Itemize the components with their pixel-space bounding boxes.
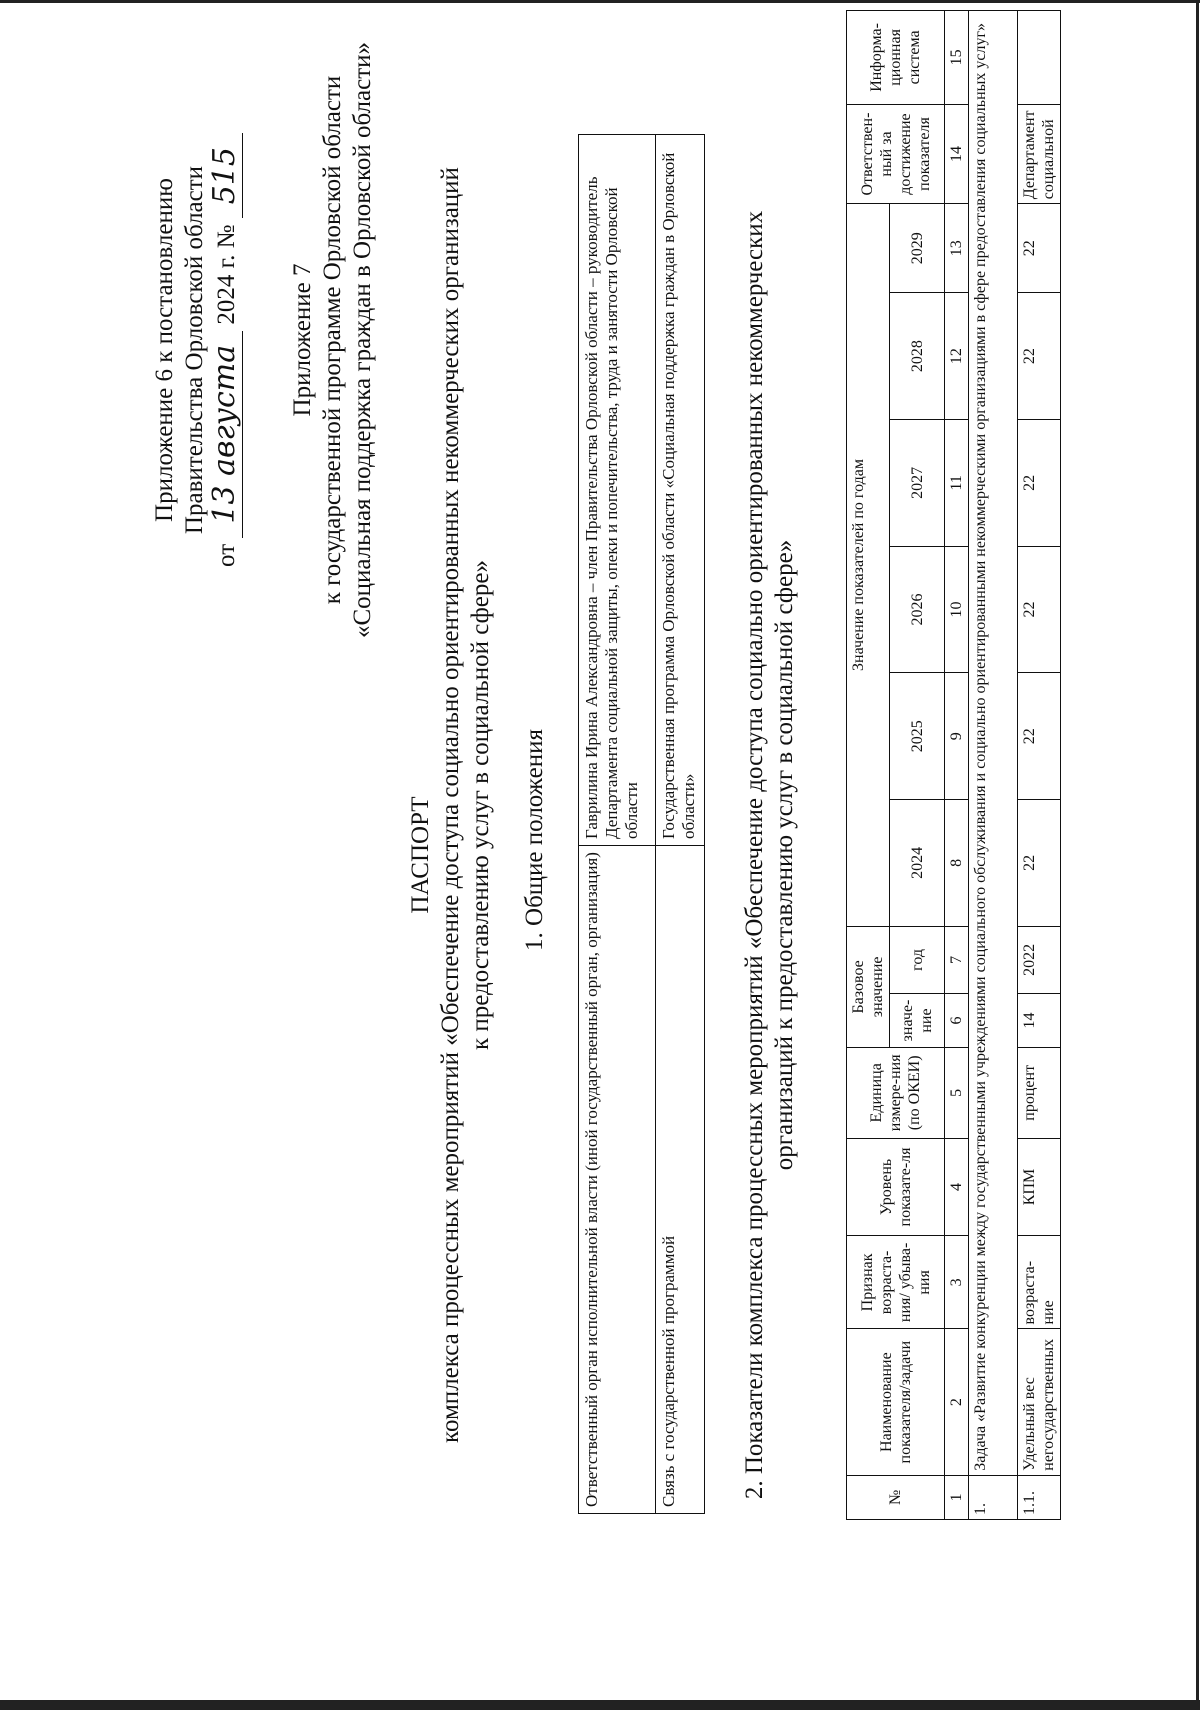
header-year-2027: 2027: [890, 420, 945, 547]
colnum: 4: [945, 1138, 969, 1236]
colnum: 11: [945, 420, 969, 547]
section2-heading-2: организаций к предоставлению услуг в социальной сфере»: [771, 539, 798, 1171]
scan-edge-top: [0, 0, 1200, 3]
header-from: от: [213, 543, 240, 567]
colnum: 3: [945, 1236, 969, 1329]
header-sign: Признак возраста-ния/ убыва-ния: [847, 1236, 945, 1329]
appendix-header: [288, 10, 378, 670]
decree-header: [150, 90, 242, 610]
passport-title-block: [406, 0, 496, 1710]
colnum: 5: [945, 1048, 969, 1139]
general-info-table: [578, 134, 705, 1514]
colnum: 1: [945, 1475, 969, 1519]
handwritten-date: 13 августа: [207, 331, 243, 538]
program-link-value: Государственная программа Орловской области «Социальная поддержка граждан в Орловской области»: [656, 135, 705, 846]
colnum: 15: [945, 11, 969, 105]
responsible-label: Ответственный орган исполнительной власти (иной государственный орган, организация): [579, 846, 656, 1514]
scan-edge-bottom: [0, 1700, 1200, 1710]
header-line3: [207, 90, 242, 610]
row-name: Удельный вес негосударственных: [1018, 1329, 1061, 1475]
colnum: 9: [945, 673, 969, 800]
appendix-line3: «Социальная поддержка граждан в Орловской области»: [349, 41, 376, 639]
header-year: 2024 г. №: [213, 224, 240, 325]
task-text: Задача «Развитие конкуренции между государственными учреждениями социального обслуживания и социально ориентированными некоммерческими организациями в сфере предоставления социальных услуг»: [969, 11, 1018, 1476]
colnum: 10: [945, 546, 969, 673]
header-line1: Приложение 6 к постановлению: [151, 178, 178, 522]
row-value-2028: 22: [1018, 293, 1061, 420]
section2-heading: [740, 0, 800, 1710]
header-year-2024: 2024: [890, 800, 945, 927]
header-year-2026: 2026: [890, 546, 945, 673]
colnum: 13: [945, 204, 969, 293]
colnum: 8: [945, 800, 969, 927]
row-unit: процент: [1018, 1048, 1061, 1139]
row-value-2024: 22: [1018, 800, 1061, 927]
colnum: 2: [945, 1329, 969, 1475]
passport-title: ПАСПОРТ: [407, 796, 434, 914]
table-header-row: [847, 11, 890, 1520]
colnum: 14: [945, 104, 969, 203]
header-line2: Правительства Орловской области: [181, 165, 208, 535]
responsible-value: Гаврилина Ирина Александровна – член Правительства Орловской области – руководитель Департамента социальной защиты, опеки и попечительства, труда и занятости Орловской области: [579, 135, 656, 846]
header-unit: Единица измере-ния (по ОКЕИ): [847, 1048, 945, 1139]
header-year-2025: 2025: [890, 673, 945, 800]
header-num: №: [847, 1475, 945, 1519]
row-base-value: 14: [1018, 994, 1061, 1048]
row-level: КПМ: [1018, 1138, 1061, 1236]
column-numbers-row: [945, 11, 969, 1520]
row-sign: возраста-ние: [1018, 1236, 1061, 1329]
table-row: [656, 135, 705, 1514]
row-value-2029: 22: [1018, 204, 1061, 293]
header-year-2028: 2028: [890, 293, 945, 420]
indicators-table: [846, 10, 1061, 1520]
header-info-system: Информа-ционная система: [847, 11, 945, 105]
row-value-2026: 22: [1018, 546, 1061, 673]
colnum: 12: [945, 293, 969, 420]
row-base-year: 2022: [1018, 926, 1061, 993]
task-row: [969, 11, 1018, 1520]
header-name: Наименование показателя/задачи: [847, 1329, 945, 1475]
colnum: 7: [945, 926, 969, 993]
header-base-year: год: [890, 926, 945, 993]
row-info-system: [1018, 11, 1061, 105]
header-base: Базовое значение: [847, 926, 890, 1047]
header-year-2029: 2029: [890, 204, 945, 293]
task-num: 1.: [969, 1475, 1018, 1519]
header-values-by-year: Значение показателей по годам: [847, 204, 890, 927]
header-base-value: значе-ние: [890, 994, 945, 1048]
colnum: 6: [945, 994, 969, 1048]
row-num: 1.1.: [1018, 1475, 1061, 1519]
header-responsible: Ответствен-ный за достижение показателя: [847, 104, 945, 203]
table-row: [1018, 11, 1061, 1520]
appendix-line1: Приложение 7: [289, 263, 316, 417]
section2-heading-1: 2. Показатели комплекса процессных мероприятий «Обеспечение доступа социально ориентированных некоммерческих: [741, 210, 768, 1500]
appendix-line2: к государственной программе Орловской области: [319, 75, 346, 605]
row-value-2025: 22: [1018, 673, 1061, 800]
passport-subtitle-1: комплекса процессных мероприятий «Обеспечение доступа социально ориентированных некоммерческих организаций: [437, 167, 464, 1443]
scan-edge-right: [1196, 0, 1199, 1710]
program-link-label: Связь с государственной программой: [656, 846, 705, 1514]
row-responsible: Департамент социальной: [1018, 104, 1061, 203]
passport-subtitle-2: к предоставлению услуг в социальной сфере»: [467, 560, 494, 1051]
row-value-2027: 22: [1018, 420, 1061, 547]
section1-heading: 1. Общие положения: [521, 729, 548, 951]
handwritten-number: 515: [207, 133, 243, 218]
header-level: Уровень показате-ля: [847, 1138, 945, 1236]
table-row: [579, 135, 656, 1514]
